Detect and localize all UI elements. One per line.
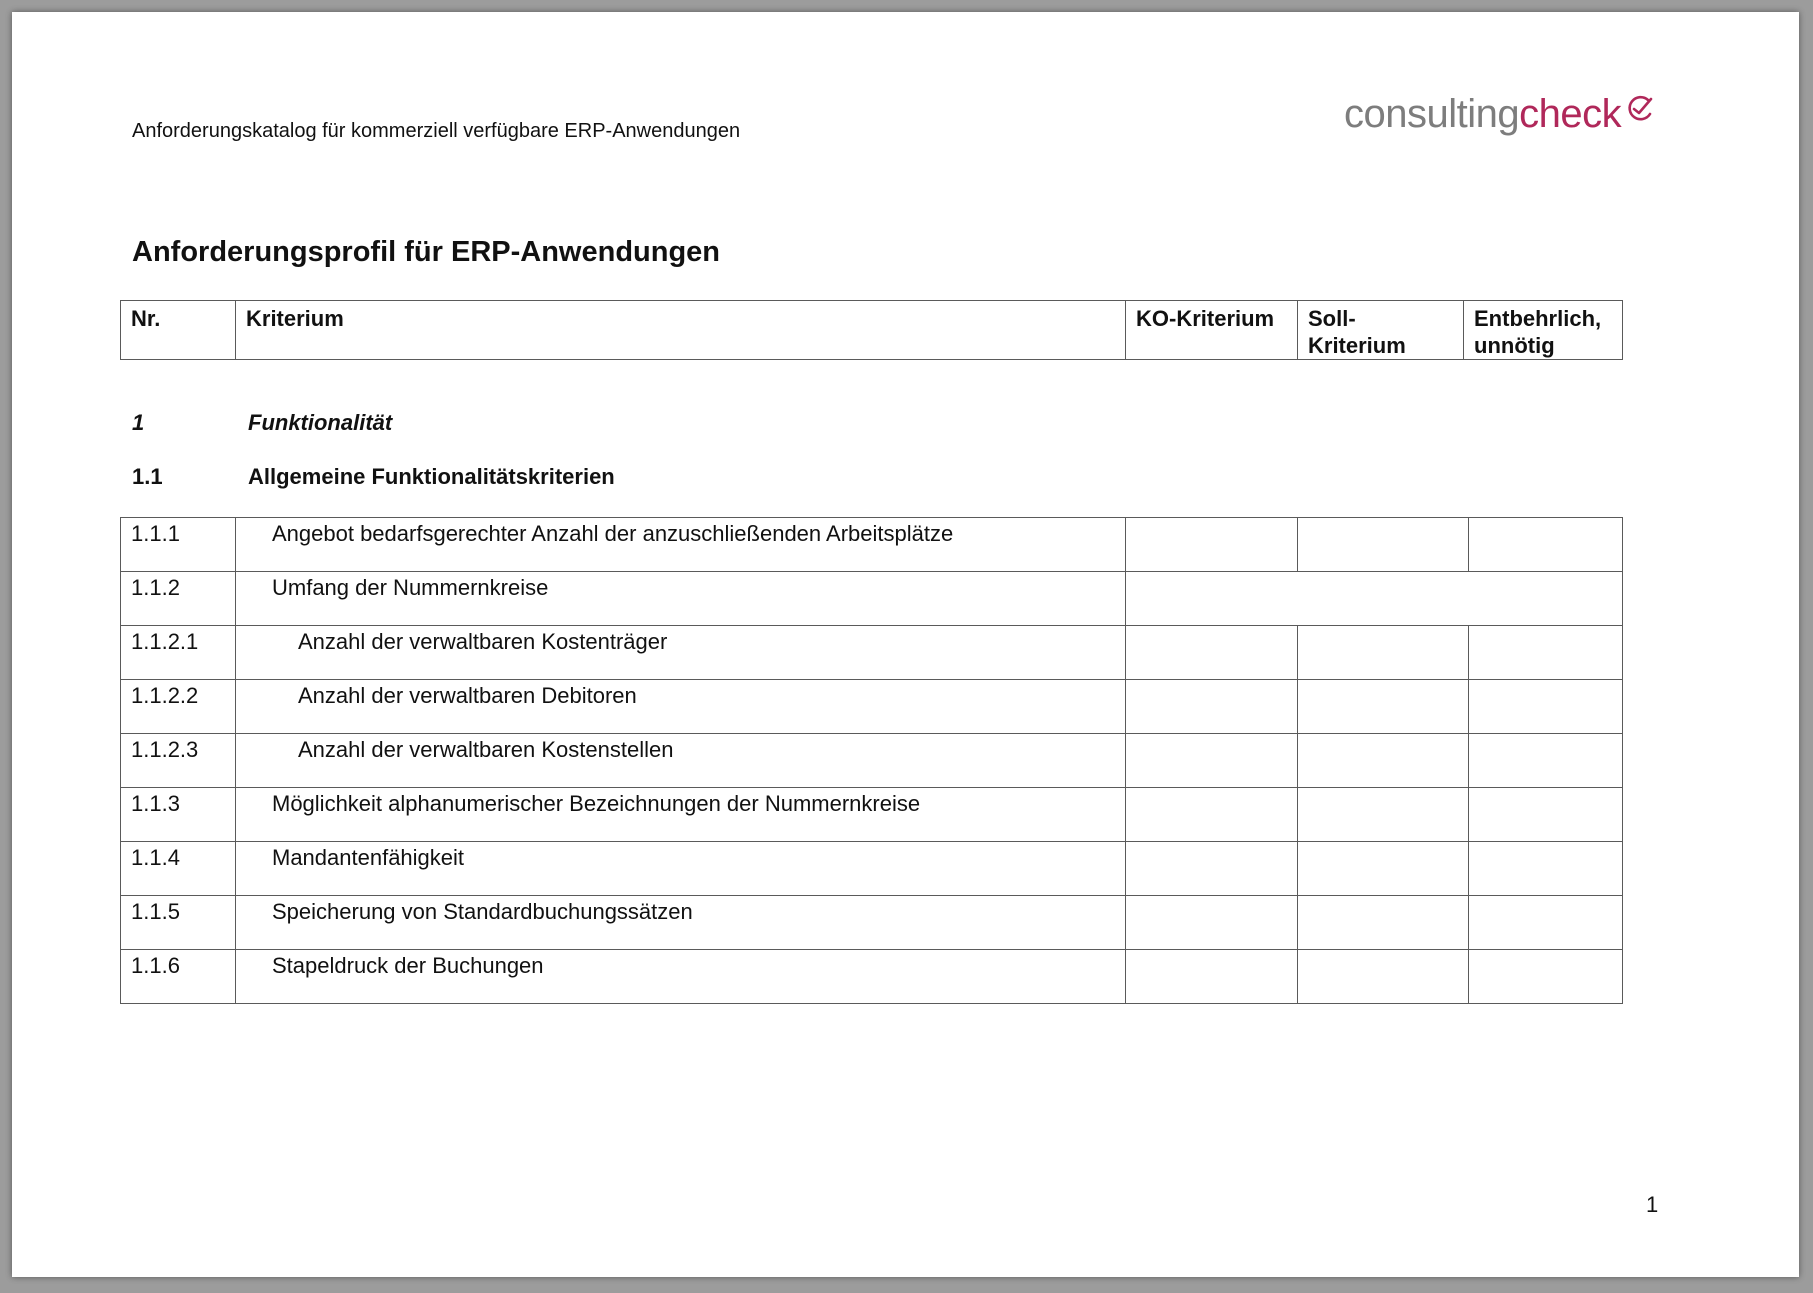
row-nr: 1.1.2.2: [121, 680, 236, 734]
section-number: 1: [132, 410, 145, 435]
row-nr: 1.1.4: [121, 842, 236, 896]
table-row: [121, 680, 1623, 734]
ko-cell[interactable]: [1126, 734, 1298, 788]
table-row: [121, 896, 1623, 950]
table-row: [121, 626, 1623, 680]
row-nr: 1.1.2.3: [121, 734, 236, 788]
entbehrlich-cell[interactable]: [1469, 788, 1623, 842]
soll-cell[interactable]: [1298, 626, 1469, 680]
soll-cell[interactable]: [1298, 896, 1469, 950]
section-heading-1-1: [132, 464, 615, 490]
ko-cell[interactable]: [1126, 842, 1298, 896]
checkmark-logo-icon: [1625, 94, 1655, 124]
table-row: [121, 572, 1623, 626]
document-header-text: Anforderungskatalog für kommerziell verfügbare ERP-Anwendungen: [132, 120, 741, 142]
row-nr: 1.1.5: [121, 896, 236, 950]
row-kriterium: Stapeldruck der Buchungen: [236, 950, 1126, 1004]
ko-cell[interactable]: [1126, 950, 1298, 1004]
page-title: Anforderungsprofil für ERP-Anwendungen: [132, 236, 721, 268]
row-nr: 1.1.3: [121, 788, 236, 842]
entbehrlich-cell[interactable]: [1469, 518, 1623, 572]
soll-cell[interactable]: [1298, 734, 1469, 788]
ko-cell[interactable]: [1126, 680, 1298, 734]
ko-cell[interactable]: [1126, 896, 1298, 950]
merged-rating-cell: [1126, 572, 1623, 626]
row-kriterium: Möglichkeit alphanumerischer Bezeichnungen der Nummernkreise: [236, 788, 1126, 842]
logo-text-check: check: [1519, 92, 1622, 136]
row-kriterium: Mandantenfähigkeit: [236, 842, 1126, 896]
section-label: Funktionalität: [248, 410, 393, 435]
header-row: [121, 301, 1623, 360]
row-kriterium: Umfang der Nummernkreise: [236, 572, 1126, 626]
header-nr: Nr.: [121, 301, 236, 360]
row-nr: 1.1.2.1: [121, 626, 236, 680]
row-nr: 1.1.6: [121, 950, 236, 1004]
table-row: [121, 518, 1623, 572]
header-entbehrlich: Entbehrlich, unnötig: [1464, 301, 1623, 360]
header-soll-kriterium: Soll- Kriterium: [1298, 301, 1464, 360]
soll-cell[interactable]: [1298, 680, 1469, 734]
row-nr: 1.1.1: [121, 518, 236, 572]
criteria-table: [120, 517, 1623, 1004]
section-number: 1.1: [132, 464, 163, 489]
table-row: [121, 788, 1623, 842]
table-row: [121, 734, 1623, 788]
row-kriterium: Speicherung von Standardbuchungssätzen: [236, 896, 1126, 950]
page-number: 1: [1646, 1192, 1659, 1217]
row-kriterium: Anzahl der verwaltbaren Kostenstellen: [236, 734, 1126, 788]
row-nr: 1.1.2: [121, 572, 236, 626]
header-ko-kriterium: KO-Kriterium: [1126, 301, 1298, 360]
entbehrlich-cell[interactable]: [1469, 680, 1623, 734]
section-label: Allgemeine Funktionalitätskriterien: [248, 464, 615, 489]
row-kriterium: Anzahl der verwaltbaren Kostenträger: [236, 626, 1126, 680]
row-kriterium: Anzahl der verwaltbaren Debitoren: [236, 680, 1126, 734]
ko-cell[interactable]: [1126, 518, 1298, 572]
soll-cell[interactable]: [1298, 788, 1469, 842]
soll-cell[interactable]: [1298, 518, 1469, 572]
table-row: [121, 950, 1623, 1004]
header-kriterium: Kriterium: [236, 301, 1126, 360]
document-page: [12, 12, 1799, 1277]
criteria-header-table: [120, 300, 1623, 360]
entbehrlich-cell[interactable]: [1469, 626, 1623, 680]
entbehrlich-cell[interactable]: [1469, 950, 1623, 1004]
section-heading-1: [132, 410, 392, 436]
table-row: [121, 842, 1623, 896]
ko-cell[interactable]: [1126, 626, 1298, 680]
entbehrlich-cell[interactable]: [1469, 842, 1623, 896]
consultingcheck-logo: [1344, 92, 1621, 137]
ko-cell[interactable]: [1126, 788, 1298, 842]
soll-cell[interactable]: [1298, 842, 1469, 896]
row-kriterium: Angebot bedarfsgerechter Anzahl der anzuschließenden Arbeitsplätze: [236, 518, 1126, 572]
logo-text-consulting: consulting: [1344, 92, 1520, 136]
entbehrlich-cell[interactable]: [1469, 734, 1623, 788]
soll-cell[interactable]: [1298, 950, 1469, 1004]
entbehrlich-cell[interactable]: [1469, 896, 1623, 950]
